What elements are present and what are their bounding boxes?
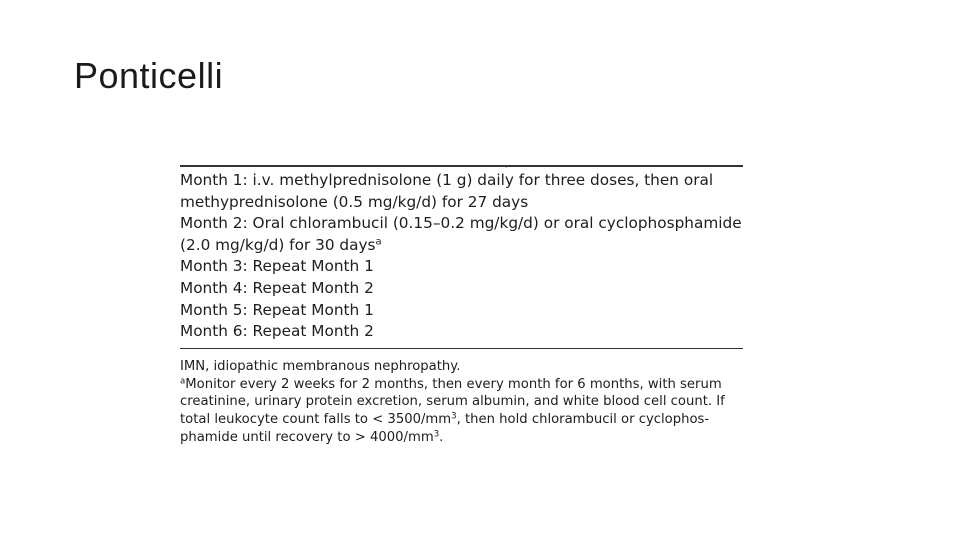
schedule-line-6: Month 4: Repeat Month 2: [180, 278, 374, 297]
regimen-table: [180, 161, 743, 447]
footnote-line-2: creatinine, urinary protein excretion, serum albumin, and white blood cell count. If: [180, 394, 725, 410]
schedule-line-3: Month 2: Oral chlorambucil (0.15–0.2 mg/kg/d) or oral cyclophosphamide: [180, 214, 742, 233]
top-rule: [180, 165, 743, 167]
footnote-line-4-b: .: [439, 429, 444, 445]
schedule-line-2: methyprednisolone (0.5 mg/kg/d) for 27 days: [180, 192, 529, 211]
schedule-line-8: Month 6: Repeat Month 2: [180, 322, 374, 341]
footnote-line-3-a: total leukocyte count falls to < 3500/mm: [180, 412, 452, 428]
footnote-line-4-a: phamide until recovery to > 4000/mm: [180, 429, 434, 445]
footnote-line-1-text: Monitor every 2 weeks for 2 months, then every month for 6 months, with serum: [185, 376, 722, 392]
footnote-line-1: [180, 376, 743, 394]
exponent-1: 3: [451, 411, 457, 422]
abbreviation-note: IMN, idiopathic membranous nephropathy.: [180, 358, 461, 374]
slide-title: Ponticelli: [74, 55, 224, 96]
stray-mark: .: [505, 161, 508, 170]
table-notes: [180, 358, 743, 447]
schedule-line-5: Month 3: Repeat Month 1: [180, 257, 374, 276]
footnote-line-4: [180, 429, 743, 447]
footnote-line-3-b: , then hold chlorambucil or cyclophos-: [456, 412, 710, 428]
exponent-2: 3: [433, 429, 440, 440]
schedule-list: [180, 170, 743, 343]
bottom-rule: [180, 348, 743, 349]
schedule-line-4-text: (2.0 mg/kg/d) for 30 days: [180, 235, 376, 254]
schedule-line-7: Month 5: Repeat Month 1: [180, 300, 374, 319]
schedule-line-1: Month 1: i.v. methylprednisolone (1 g) daily for three doses, then oral: [180, 171, 714, 189]
footnote-marker-note: a: [180, 375, 186, 386]
footnote-line-3: [180, 411, 743, 429]
schedule-line-4: [180, 235, 743, 257]
footnote-marker: a: [375, 236, 382, 248]
